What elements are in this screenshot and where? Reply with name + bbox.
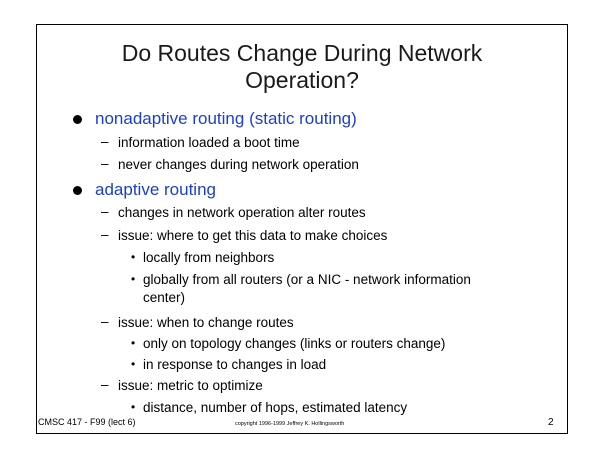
bullet-dot-icon (73, 115, 82, 124)
sub-sub-item: globally from all routers (or a NIC - network information (143, 272, 471, 287)
sub-item: issue: when to change routes (118, 315, 294, 330)
dash-icon: – (101, 156, 109, 171)
sub-item: issue: where to get this data to make choices (118, 228, 388, 243)
sub-sub-item: locally from neighbors (143, 250, 275, 265)
small-bullet-icon: • (131, 336, 136, 350)
dash-icon: – (101, 134, 109, 149)
footer-course: CMSC 417 - F99 (lect 6) (38, 417, 136, 427)
slide-title (36, 40, 568, 94)
bullet-adaptive-routing: adaptive routing (95, 180, 216, 199)
slide-title-line-1: Do Routes Change During Network (121, 40, 483, 66)
small-bullet-icon: • (131, 357, 136, 371)
sub-item: information loaded a boot time (118, 135, 300, 150)
sub-sub-item: distance, number of hops, estimated latency (143, 400, 408, 415)
footer-copyright: copyright 1996-1999 Jeffrey K. Hollingsworth (235, 421, 345, 427)
small-bullet-icon: • (131, 250, 136, 264)
dash-icon: – (101, 227, 109, 242)
sub-item: never changes during network operation (118, 157, 359, 172)
slide-title-line-2: Operation? (245, 67, 359, 93)
dash-icon: – (101, 204, 109, 219)
sub-item: changes in network operation alter routes (118, 205, 366, 220)
small-bullet-icon: • (131, 272, 136, 286)
sub-sub-item-continuation: center) (143, 290, 186, 305)
small-bullet-icon: • (131, 400, 136, 414)
sub-sub-item: only on topology changes (links or routers change) (143, 336, 446, 351)
sub-sub-item: in response to changes in load (143, 357, 327, 372)
bullet-nonadaptive-routing: nonadaptive routing (static routing) (95, 109, 357, 128)
dash-icon: – (101, 314, 109, 329)
sub-item: issue: metric to optimize (118, 378, 263, 393)
bullet-dot-icon (73, 186, 82, 195)
dash-icon: – (101, 377, 109, 392)
page-number: 2 (548, 417, 554, 428)
